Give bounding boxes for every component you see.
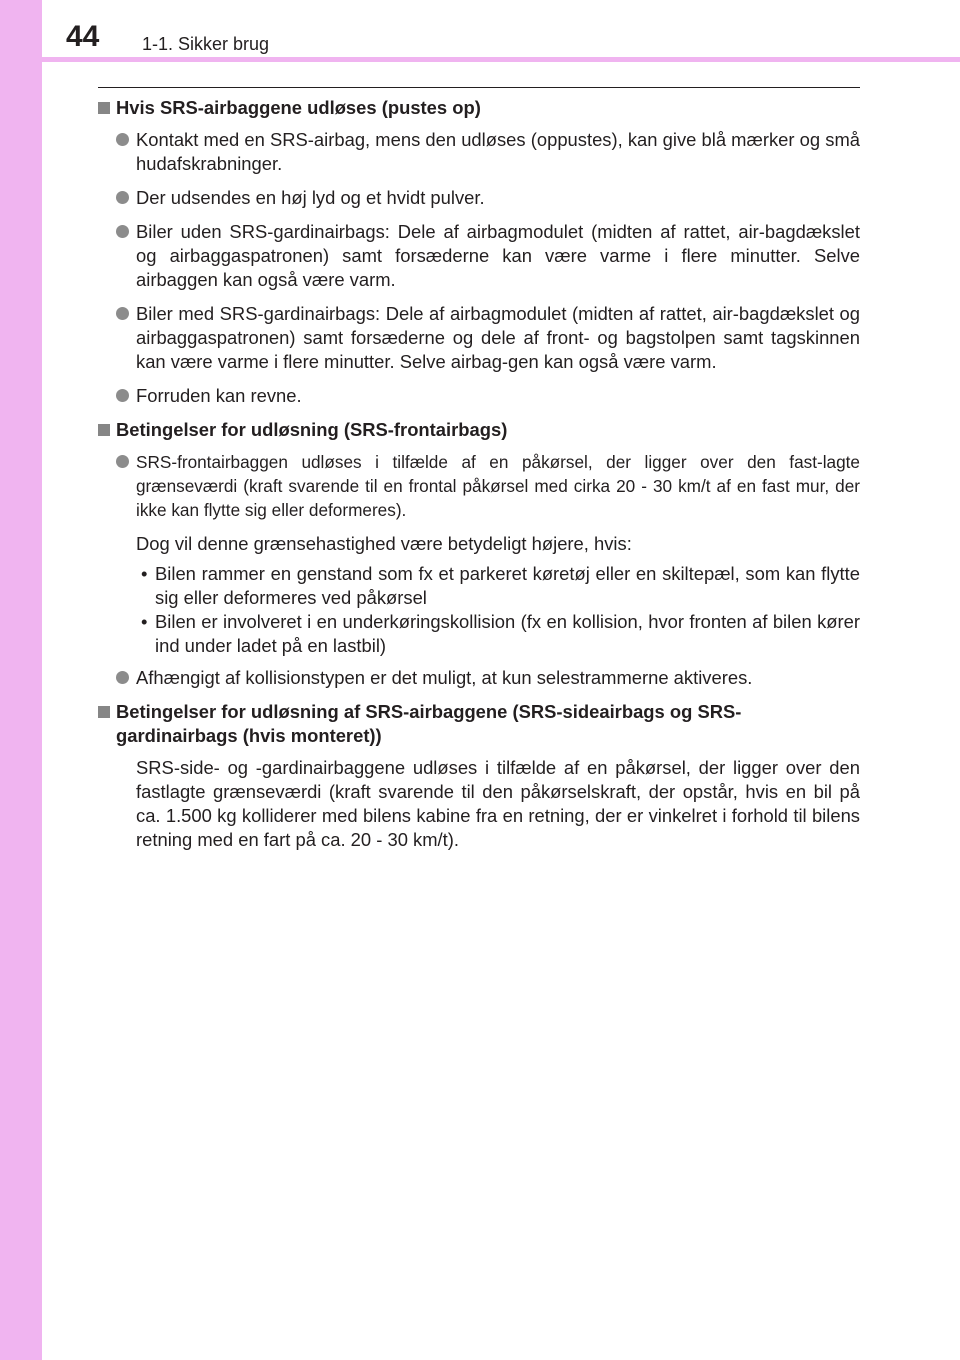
heading-text: Betingelser for udløsning (SRS-frontairbags)	[116, 419, 508, 440]
circle-bullet-icon	[116, 671, 129, 684]
page-number: 44	[66, 20, 100, 53]
sub-list-item-text: Bilen rammer en genstand som fx et parkeret køretøj eller en skiltepæl, som kan flytte sig eller deformeres ved påkørsel	[155, 563, 860, 608]
list-item-text: SRS-frontairbaggen udløses i tilfælde af en påkørsel, der ligger over den fast-lagte grænseværdi (kraft svarende til en frontal påkørsel med cirka 20 - 30 km/t af en fast mur, der ikke kan flytte sig eller deformeres).	[136, 452, 860, 520]
paragraph: Dog vil denne grænsehastighed være betydeligt højere, hvis:	[136, 533, 632, 554]
heading-text: Hvis SRS-airbaggene udløses (pustes op)	[116, 97, 481, 118]
list-item	[98, 450, 860, 522]
sub-list-item	[98, 610, 860, 658]
circle-bullet-icon	[116, 191, 129, 204]
list-item	[98, 128, 860, 176]
list-item	[98, 666, 860, 690]
list-item-text: Afhængigt af kollisionstypen er det muligt, at kun selestrammerne aktiveres.	[136, 667, 753, 688]
list-item-text: Kontakt med en SRS-airbag, mens den udløses (oppustes), kan give blå mærker og små hudafskrabninger.	[136, 129, 860, 174]
list-item	[98, 186, 860, 210]
section-heading	[98, 96, 860, 120]
square-bullet-icon	[98, 102, 110, 114]
circle-bullet-icon	[116, 455, 129, 468]
section-heading	[98, 418, 860, 442]
dot-marker: •	[141, 611, 148, 632]
heading-text: Betingelser for udløsning af SRS-airbaggene (SRS-sideairbags og SRS-gardinairbags (hvis monteret))	[116, 701, 742, 746]
list-item	[98, 220, 860, 292]
sidebar-strip	[0, 0, 42, 1360]
list-item-text: Biler uden SRS-gardinairbags: Dele af airbagmodulet (midten af rattet, air-bagdækslet og airbaggaspatronen) samt forsæderne kan være varme i flere minutter. Selve airbaggen kan også være varm.	[136, 221, 860, 290]
list-item-text: Biler med SRS-gardinairbags: Dele af airbagmodulet (midten af rattet, air-bagdækslet og airbaggaspatronen) samt forsæderne og dele af front- og bagstolpen samt tagskinnen kan være varme i flere minutter. Selve airbag-gen kan også være varm.	[136, 303, 860, 372]
circle-bullet-icon	[116, 133, 129, 146]
section-heading	[98, 700, 860, 748]
list-item	[98, 384, 860, 408]
header-rule	[98, 87, 860, 88]
section-title: 1-1. Sikker brug	[142, 34, 270, 54]
sub-list-item-text: Bilen er involveret i en underkøringskollision (fx en kollision, hvor fronten af bilen kører ind under ladet på en lastbil)	[155, 611, 860, 656]
sub-list-item	[98, 562, 860, 610]
circle-bullet-icon	[116, 389, 129, 402]
square-bullet-icon	[98, 706, 110, 718]
square-bullet-icon	[98, 424, 110, 436]
circle-bullet-icon	[116, 307, 129, 320]
page-content	[98, 96, 860, 858]
dot-marker: •	[141, 563, 148, 584]
list-item-text: Der udsendes en høj lyd og et hvidt pulver.	[136, 187, 485, 208]
list-item	[98, 302, 860, 374]
circle-bullet-icon	[116, 225, 129, 238]
paragraph: SRS-side- og -gardinairbaggene udløses i tilfælde af en påkørsel, der ligger over den fastlagte grænseværdi (kraft svarende til den påkørselskraft, der opstår, hvis en bil på ca. 1.500 kg kolliderer med bilens kabine fra en retning, der er vinkelret i forhold til bilens retning med en fart på ca. 20 - 30 km/t).	[136, 757, 860, 850]
list-item-text: Forruden kan revne.	[136, 385, 302, 406]
